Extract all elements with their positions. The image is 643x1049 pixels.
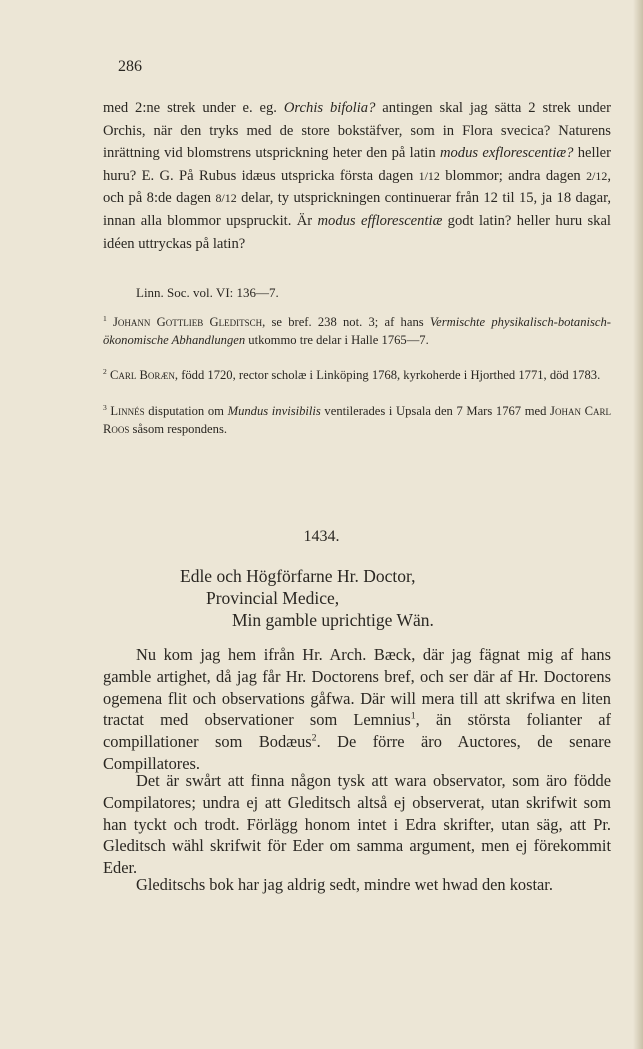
page-number: 286 bbox=[118, 58, 142, 75]
salutation-line-3: Min gamble uprichtige Wän. bbox=[232, 610, 434, 630]
letter-number: 1434. bbox=[303, 528, 340, 545]
letter-paragraph-1: Nu kom jag hem ifrån Hr. Arch. Bæck, där jag fägnat mig af hans gamble artighet, då jag får Hr. Doctorens bref, och ser där af Hr. Doctorens ogemena flit och observations gåfwa. Där will mera till att skrifwa en liten tractat med observationer som Lemnius$^1$, än största folianter af compillationer som Bodæus$^2$. De förre äro Auctores, de senare Compillatores. bbox=[103, 645, 611, 773]
paragraph-previous-letter: med 2:ne strek under e. eg. Orchis bifolia? antingen skal jag sätta 2 strek under Orchis, när den tryks med de store bokstäfver, som in Flora svecica? Naturens inrättning vid blomstrens utsprickning heter den på latin modus exflorescentiæ? heller huru? E. G. På Rubus idæus utspricka första dagen 1/12 blommor; andra dagen 2/12, och på 8:de dagen 8/12 delar, ty utsprickningen continuerar från 12 til 15, ja 18 dagar, innan alla blommor upspruckit. Är modus efflorescentiæ godt latin? heller huru skal idéen uttryckas på latin? bbox=[103, 100, 611, 252]
footnote-2: $^2$ Carl Boræn, född 1720, rector scholæ i Linköping 1768, kyrkoherde i Hjorthed 1771, död 1783. bbox=[103, 366, 601, 382]
letter-paragraph-2: Det är swårt att finna någon tysk att wara observator, som äro födde Compilatores; undra ej att Gleditsch altså ej observerat, utan skrifwit som han tyckt och trodt. Förlägg honom intet i Edra skrifter, utan säg, att Pr. Gleditsch wähl skrifwit för Eder om samma argument, men ej förekommit Eder. bbox=[103, 771, 611, 878]
source-reference: Linn. Soc. vol. VI: 136—7. bbox=[136, 285, 279, 300]
page-edge-shadow bbox=[633, 0, 643, 1049]
footnote-1: $^1$ Johann Gottlieb Gleditsch, se bref. 238 not. 3; af hans Vermischte physikalisch-botanisch-ökonomische Abhandlungen utkommo tre delar i Halle 1765—7. bbox=[103, 313, 612, 347]
letter-paragraph-3: Gleditschs bok har jag aldrig sedt, mindre wet hwad den kostar. bbox=[136, 875, 553, 894]
salutation-line-2: Provincial Medice, bbox=[206, 588, 340, 608]
footnote-3: $^3$ Linnés disputation om Mundus invisibilis ventilerades i Upsala den 7 Mars 1767 med Johan Carl Roos såsom respondens. bbox=[103, 402, 611, 436]
salutation-line-1: Edle och Högförfarne Hr. Doctor, bbox=[180, 566, 416, 586]
